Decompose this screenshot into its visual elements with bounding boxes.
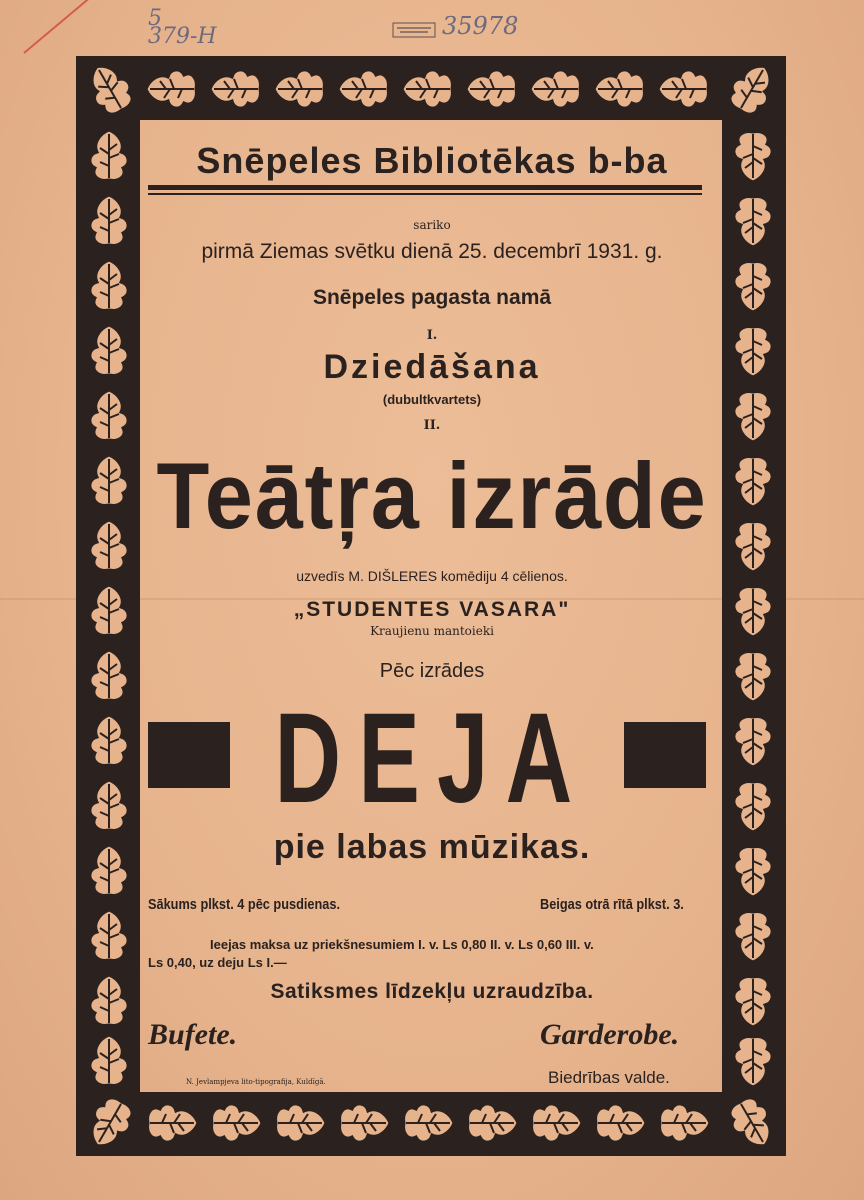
part1-title: Dziedāšana	[323, 348, 541, 386]
play-title: „STUDENTES VASARA"	[293, 598, 571, 621]
transport-supervision: Satiksmes līdzekļu uzraudzība.	[270, 980, 594, 1003]
title-rule-thin	[148, 193, 702, 195]
part1-subtitle: (dubultkvartets)	[382, 392, 482, 407]
end-time: Beigas otrā rītā plkst. 3.	[540, 896, 684, 913]
handwritten-number: 35978	[442, 12, 519, 40]
music-line: pie labas mūzikas.	[273, 828, 591, 866]
title-rule-thick	[148, 185, 702, 190]
poster-title: Snēpeles Bibliotēkas b-ba	[196, 140, 668, 181]
after-show-label: Pēc izrādes	[379, 660, 485, 682]
cloakroom-label: Garderobe.	[540, 1018, 680, 1051]
part1-number: I.	[426, 328, 438, 343]
printer-credit: N. Jevlampjeva lito-tipografija, Kuldīgā.	[186, 1078, 326, 1086]
organizes-label: sariko	[413, 218, 451, 232]
part2-title: Teātŗa izrāde	[156, 443, 708, 548]
buffet-label: Bufete.	[148, 1018, 238, 1051]
event-venue: Snēpeles pagasta namā	[312, 286, 552, 309]
library-stamp	[392, 22, 436, 38]
part2-number: II.	[423, 418, 441, 433]
board-signature: Biedrības valde.	[548, 1068, 670, 1087]
dance-headline: DEJA	[274, 687, 590, 830]
event-date: pirmā Ziemas svētku dienā 25. decembrī 1931. g.	[201, 240, 663, 263]
handwritten-shelfmark: 5 379-H	[148, 6, 217, 49]
play-description: uzvedīs M. DIŠLERES komēdiju 4 cēlienos.	[296, 568, 568, 584]
admission-fee-line1: Ieejas maksa uz priekšnesumiem I. v. Ls 0,80 II. v. Ls 0,60 III. v.	[210, 937, 594, 952]
admission-fee-line2: Ls 0,40, uz deju Ls I.—	[148, 955, 287, 970]
start-time: Sākums plkst. 4 pēc pusdienas.	[148, 896, 341, 913]
troupe-name: Kraujienu mantoieki	[370, 624, 494, 638]
